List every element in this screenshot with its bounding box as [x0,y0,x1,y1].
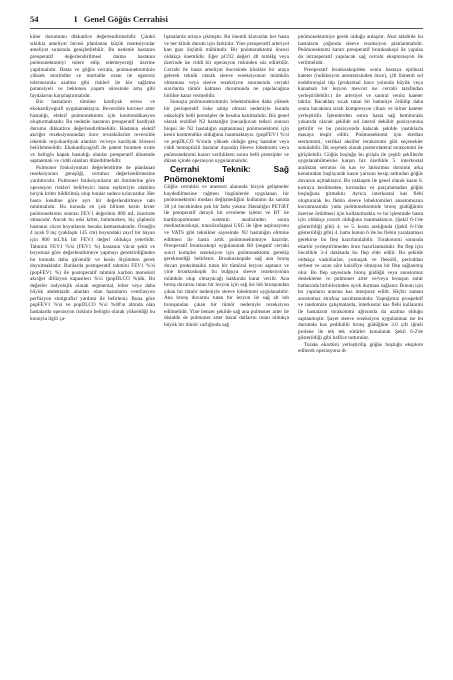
paragraph: Toraks ekartörü yerleştirilip göğüs boşluğu eksplore edilerek operasyona di- [298,341,423,355]
paragraph: Pulmoner fonksiyonları değerlendirme de planlanan rezeksiyonun genişliği, cerrahın değerlendirmesine yardımcıdır. Pulmoner fonksiyonların alt limitlerine göre operasyon riskleri belirleyici hasta eşikleriyle olabilen birçok kriter bildirilmiş olup bunlar sadece kılavuzdur. Her hasta kendine göre ayrı bir değerlendirmeye tabi tutulmalıdır. Bu konuda en çok bilinen kesin kriter pnömonektomi sonrası FEV1 değerinin 800 mL üzerinde olmasıdır. Ancak bu eski kriter, bulunurken, hiç şüphesiz hastanın vücut boyutlarını hesaba katmamaktadır. Örneğin 4 ayak 9 inç (yaklaşık 145 cm) boyundaki zayıf bir bayan için 800 mL'lik bir FEV1 değeri oldukça yeterlidir. Tahmini FEV1 %'si (FEV1 %) hastanın vücut şekli ve boyutuna göre değerlendirmeye yapmayı gerektirdiğinden bu konuda daha güvenilir ve kesin ölçümlere gerek duyulmaktadır. Bunlarda postoperatif tahmini FEV1 %'si (popFEV1 %) ile postoperatif tahmini karbon monoksit akciğer difüzyon kapasitesi %'si (popDLCO %)dir. Bu değerler radyolojik olarak segmental, lober veya daha büyük atelektazik alanları olan hastaların ventilasyon perfüzyon sintigrafisi yardımı ile belirlenir. Buna göre popFEV1 %'si ve popDLCO %'si %40'ın altında olan hastalarda operasyon riskinin belirgin olarak yükseldiği bu konuyla ilgili ça- [30,164,155,322]
text-column-3 [298,34,423,355]
text-column-2 [164,34,289,328]
text-column-1 [30,34,155,322]
header-rule [30,28,423,29]
chapter-title: Genel Göğüs Cerrahisi [83,14,168,24]
paragraph: Preoperatif bronkoskopiden sonra hastaya epidural kateter (indüksiyon anestezisinden önce), çift lümenli sol endobronşial tüp (proksimal hava yolunda büyük veya kanamalı bir lezyon mevcut ise cerrahi tarafından yerleştirilebilir.) ile arteriyel ve santral venöz kateter takılır. Bacakları sıcak tutan bir battaniye örtülüp daha sonra bacaklara sıralı kompresyon cihazı ve üriner kateter yerleştirilir. İşlemlerden sonra hasta sağ hemitoraks yukarıda olacak şekilde sol lateral dekübit pozisyonuna getirilir ve bu pozisyonda kalacak şekilde yastıklarla masaya tespit edilir. Pnömonektomi için median sternotomi, vertikal aksiller torakotomi gibi seçenekler sunulabilir. İlk seçenek olarak posterolateral torakotomi ile girişilebilir. Göğüs boşluğu bu girişin ile çeşitli şekillerde uygulanabilmesine karşın biz özellikle 5. interkostal aralıktan serratus ön kas ve latissimus dorsinin arka kenarından başlayarak kasın yarısını kesip ardından göğüs duvarını açmaktayız. Bu yaklaşım ile genel olarak kasın 6. kostaya kesilmeden, kırmadan ve parçalamadan göğüs boşluğuna girmektir. Ayrıca interkostal kas flebi oluşturarak bu flebin sleeve lobektomileri anastomozun korunmasında yada pnömonektomide bronş güdüğünün üzerine örtülmesi için kullanılmakta ve bu işleminde hasta için oldukça yararlı olduğuna inanmaktayız. (Şekil 6-1'de gösterildiği gibi) 4. ve 5. kosta aralığında (Şekil 6-1'de gösterildiği gibi) 4. hatta bunun 6.'de bu flebin yaralanması gerekirse bu flep hazırlanılabilir. Torakotomi sonunda ekartör yerleştirilmeden önce hazırlanmalıdır. Bu flep için öncelikle 3-4 dakikada bu flep elde edilir. Bu şekilde oldukça vaskülarize, yumuşak ve fleksibl, perioddan serbest ve uzun süre kalsifiye olmayan bir flep sağlanmış olur. Bu flep sayesinde bronş güdüğü veya anostomoz destekleme ve pulmoner arter ve/veya bronşun sutür hatlarında birbirlerinden ayrık durması sağlanır. Bunun için bu yapıların arasına kas interpoze edilir. Hiçbir zaman anostomoz etrafına sarılmamalıdır. Yaptığımız prospektif ve randomize çalışmalarda, interkostal kas flebi kullanımı ile hastaların torakotomi ağrısında da azalma olduğu saptanmıştır. Şayet sleeve rezeksiyon uygulanmaz ise bu durumda kas pediküllü bronş güdüğüne 3.0 çift iğneli prolene ile tek tek sütürler konularak Şekil 6-2'de gösterildiği gibi haflice tutturulur. [298,66,423,342]
section-heading: Cerrahi Teknik: Sağ Pnömonektomi [164,163,289,184]
paragraph: pnömonektomiye gerek olduğu anlaşılır. Aksi takdirde bu hastaların çoğunda sleeve rezeksiyon planlanmalıdır. Pnömonektomi kararı preoperatif bronkoskopi ile yapılsa da intraoperatif yapılacak sağ cerrahi eksplorasyon ile verilmelidir. [298,34,423,67]
page-header [30,14,423,26]
paragraph: Göğüs cerrahisi ve anestezi alanında birçok gelişmeler kaydedilmesine rağmen bugünlerde uygulanan bir pnömonektomi modası değişmediğini kullanımı da sanıda 30 yıl öncekinden pek bir farkı yoktur. Hastalığın PET/BT ile preoperatif detaylı bir evreleme işlemi ve BT ile kardiyopulmoner sistemin analizinden sonra mediastinoskopi, transözofageal USG ile iğne aspirasyonu ve VATS gibi teknikler sayesinde N2 hastalığın elimine edilmesi ile hasta artık pnömonektomiye hazırdır. Preoperatif bronkoskopi uygulanarak R0 (negatif cerrahi sınır) komplet rezeksiyon için pnömonektomi gerekip gerekmediği belirlenir. Bronkoskopide sağ ana bronş duvarı proksimalini tutan bir tümöral lezyon saptanır ve yine bronkoskopik bu bulguya sleeve rezeksiyonun mümkün olup olmayacağı hakkında karar verilir. Ana bronş duvarını tutan bir lezyon için sağ üst lob bronşundan çıkan bir tümör nedeniyle sleeve lobektomi uygulanabilir. Ana bronş duvarını tutan bir lezyon ile sağ alt lob bronşundan çıkan bir tümör nedeniyle rezeksiyon edilmelidir. Yine benzer şekilde sağ ana pulmoner arter ile distalde de pulmoner arter bazal dallarını tutan oldukça büyük bir tümör varlığında sağ [164,184,289,328]
chapter-title-line [74,14,168,24]
paragraph: Biz hastaların tümüne kardiyak stress ve ekokardiyografi uygulamaktayız. Reversible koroner arter hastalığı, elektif pnömonektomi için kontrendikasyon oluşturmaktadır. Bu nedenle hastanın preoperatif kardiyak durumu dikkatlice değerlendirilmelidir. Hastanın elektif akciğer rezeksiyonundan önce revaskülarize reversible iskemik miyokardiyak alanları ve/veya kardiyak klirensi belirlenmelidir. Ekokardiyografi ile patent foramen ovale ve belirgin kapak hastalığı olanlar preoperatif dönemde saptanmalı ve ciddi olanları düzeltilmelidir. [30,99,155,165]
chapter-number: I [74,14,78,24]
paragraph: lışmalarda ortaya çıkmıştır. Bu önemli klavuzlar her hasta ve her klinik durum için farklıdır. Yine preoperatif arteriyel kan gazı ölçümü mühimdir. Bir pnömonektomi öncesi oldukça önemlidir. Eğer pCO2 değeri 48 mmHg veya üzerinde ise ciddi bir operasyon riskinden söz edilebilir. Cerrahi ile hasta ameliyat öncesinde klinikte bir araya gelerek teknik olarak sleeve rezeksiyonun mümkün olmaması veya sleeve rezeksiyon sonrasında cerrahi sınırlarda tümör kalması durumunda ne yapılacağına birlikte karar vermelidir. [164,34,289,99]
paragraph: Sonuçta pnömonektominin lobektomiden daha yüksek bir perioperatif riske sahip olması nedeniyle burada onkolojik belli prensipler de hesaba katılmalıdır. Biz genel olarak rezidüel N2 hastalığın (neoadjuvan tedavi sonrası biopsi ile N2 hastalığın saptanması) pnömonektomi için kesin kontrendike olduğunu inanmaktayız. (popFEV1 %'si ve popDLCO %'sinin yüksek olduğu genç hastalar veya ciddi hemoptizili hastalar dışında) Sleeve lobektomi veya pnömonektomi kararı verildikten sonra belli prensipler ve düzen içinde operasyon uygulanmalıdır. [164,99,289,165]
paragraph: küler durumunu dikkatlice değerlendirmelidir. Çünkü sıklıkla ameliyat öncesi planlanan küçük rezeksiyonlar ameliyat sırasında genişletilebilir. Bu nedenle hastanın preoperatif değerlendirilmesi daima hastanın pnömonektomiyi tolere edip edemeyeceği üzerine yapılmalıdır. Hasta ve göğüs cerrahı, pnömonektominin yüksek morbidite ve mortalite oranı ile egzersiz toleransında azalma gibi riskleri ile kür sağlama potansiyeli ve beklenen yaşam süresinde artış gibi faydalarını karşılaştırmalıdır. [30,34,155,99]
page-number: 54 [30,14,39,24]
